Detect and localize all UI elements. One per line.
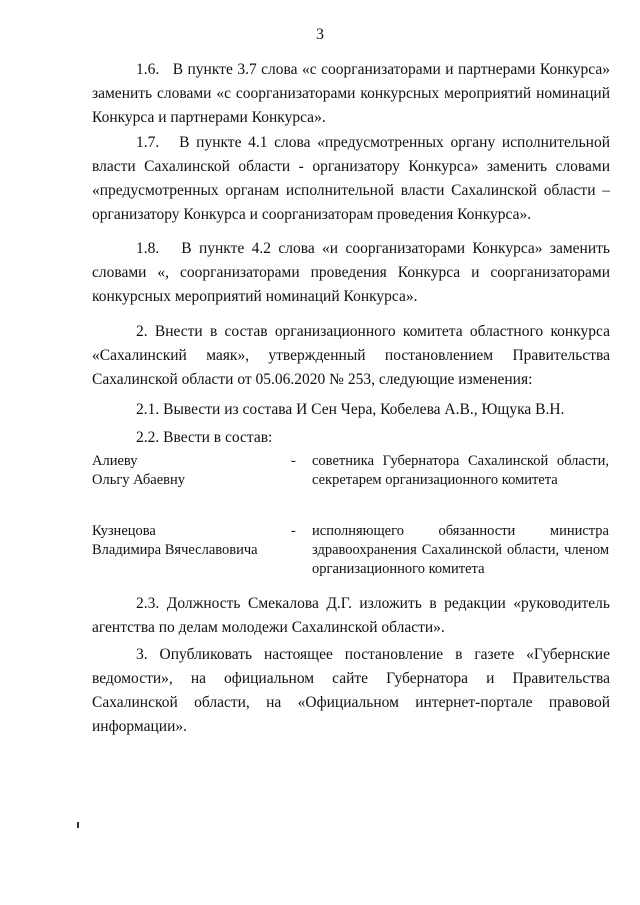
- member-name: [92, 452, 292, 490]
- member-surname: Алиеву: [92, 453, 138, 469]
- member-surname: Кузнецова: [92, 523, 156, 539]
- member-given-names: Владимира Вячеславовича: [92, 542, 258, 558]
- scan-speck: [77, 822, 79, 828]
- paragraph-3: 3. Опубликовать настоящее постановление в газете «Губернские ведомости», на официальном сайте Губернатора и Правительства Сахалинской области, на «Официальном интернет-портале правовой информации».: [92, 646, 610, 735]
- member-dash: -: [291, 453, 296, 469]
- paragraph-2-2: 2.2. Ввести в состав:: [136, 429, 273, 446]
- member-given-names: Ольгу Абаевну: [92, 472, 185, 488]
- page-number: 3: [316, 26, 324, 43]
- paragraph-2-3: 2.3. Должность Смекалова Д.Г. изложить в редакции «руководитель агентства по делам молодежи Сахалинской области».: [92, 595, 610, 636]
- paragraph-2: 2. Внести в состав организационного комитета областного конкурса «Сахалинский маяк», утвержденный постановлением Правительства Сахалинской области от 05.06.2020 № 253, следующие изменения:: [92, 323, 610, 388]
- paragraph-2-1: 2.1. Вывести из состава И Сен Чера, Кобелева А.В., Ющука В.Н.: [136, 401, 565, 418]
- member-dash: -: [291, 523, 296, 539]
- paragraph-1-6: 1.6. В пункте 3.7 слова «с соорганизаторами и партнерами Конкурса» заменить словами «с соорганизаторами конкурсных мероприятий номинаций Конкурса и партнерами Конкурса».: [92, 61, 610, 126]
- member-role: исполняющего обязанности министра здравоохранения Сахалинской области, членом организационного комитета: [312, 523, 609, 577]
- paragraph-1-7: 1.7. В пункте 4.1 слова «предусмотренных органу исполнительной власти Сахалинской области - организатору Конкурса» заменить словами «предусмотренных органам исполнительной власти Сахалинской области – организатору Конкурса и соорганизаторам проведения Конкурса».: [92, 134, 610, 223]
- paragraph-1-8: 1.8. В пункте 4.2 слова «и соорганизаторами Конкурса» заменить словами «, соорганизаторами проведения Конкурса и соорганизаторами конкурсных мероприятий номинаций Конкурса».: [92, 240, 610, 305]
- member-role: советника Губернатора Сахалинской области, секретарем организационного комитета: [312, 453, 609, 488]
- member-name: [92, 522, 292, 560]
